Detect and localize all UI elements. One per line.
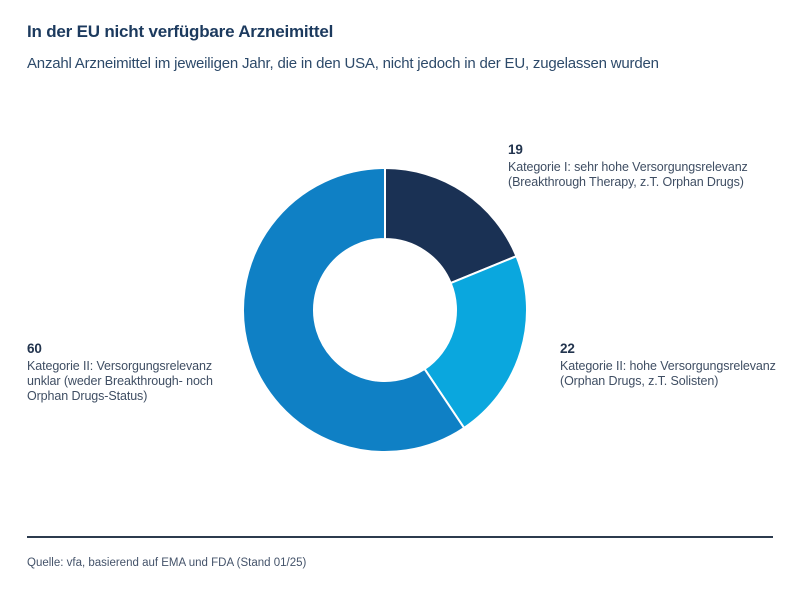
footer-divider: [27, 536, 773, 538]
callout-kategorie-1-line2: (Breakthrough Therapy, z.T. Orphan Drugs): [508, 175, 744, 189]
callout-kategorie-1: [508, 142, 778, 190]
callout-kategorie-2-line2: (Orphan Drugs, z.T. Solisten): [560, 374, 719, 388]
page-subtitle: Anzahl Arzneimittel im jeweiligen Jahr, die in den USA, nicht jedoch in der EU, zugelassen wurden: [27, 55, 659, 72]
donut-chart: [235, 160, 535, 460]
callout-kategorie-3-line1: Kategorie II: Versorgungsrelevanz unklar: [27, 359, 213, 388]
callout-kategorie-2: [560, 341, 800, 389]
callout-kategorie-3-line2: (weder Breakthrough- noch Orphan Drugs-Status): [27, 374, 213, 403]
source-note: Quelle: vfa, basierend auf EMA und FDA (Stand 01/25): [27, 557, 307, 569]
callout-kategorie-3: [27, 341, 235, 404]
callout-kategorie-2-line1: Kategorie II: hohe Versorgungsrelevanz: [560, 359, 776, 373]
callout-kategorie-1-line1: Kategorie I: sehr hohe Versorgungsrelevanz: [508, 160, 748, 174]
donut-chart-svg: [235, 160, 535, 460]
callout-kategorie-1-value: 19: [508, 142, 523, 157]
callout-kategorie-2-value: 22: [560, 341, 575, 356]
page-title: In der EU nicht verfügbare Arzneimittel: [27, 22, 334, 41]
callout-kategorie-3-value: 60: [27, 341, 42, 356]
